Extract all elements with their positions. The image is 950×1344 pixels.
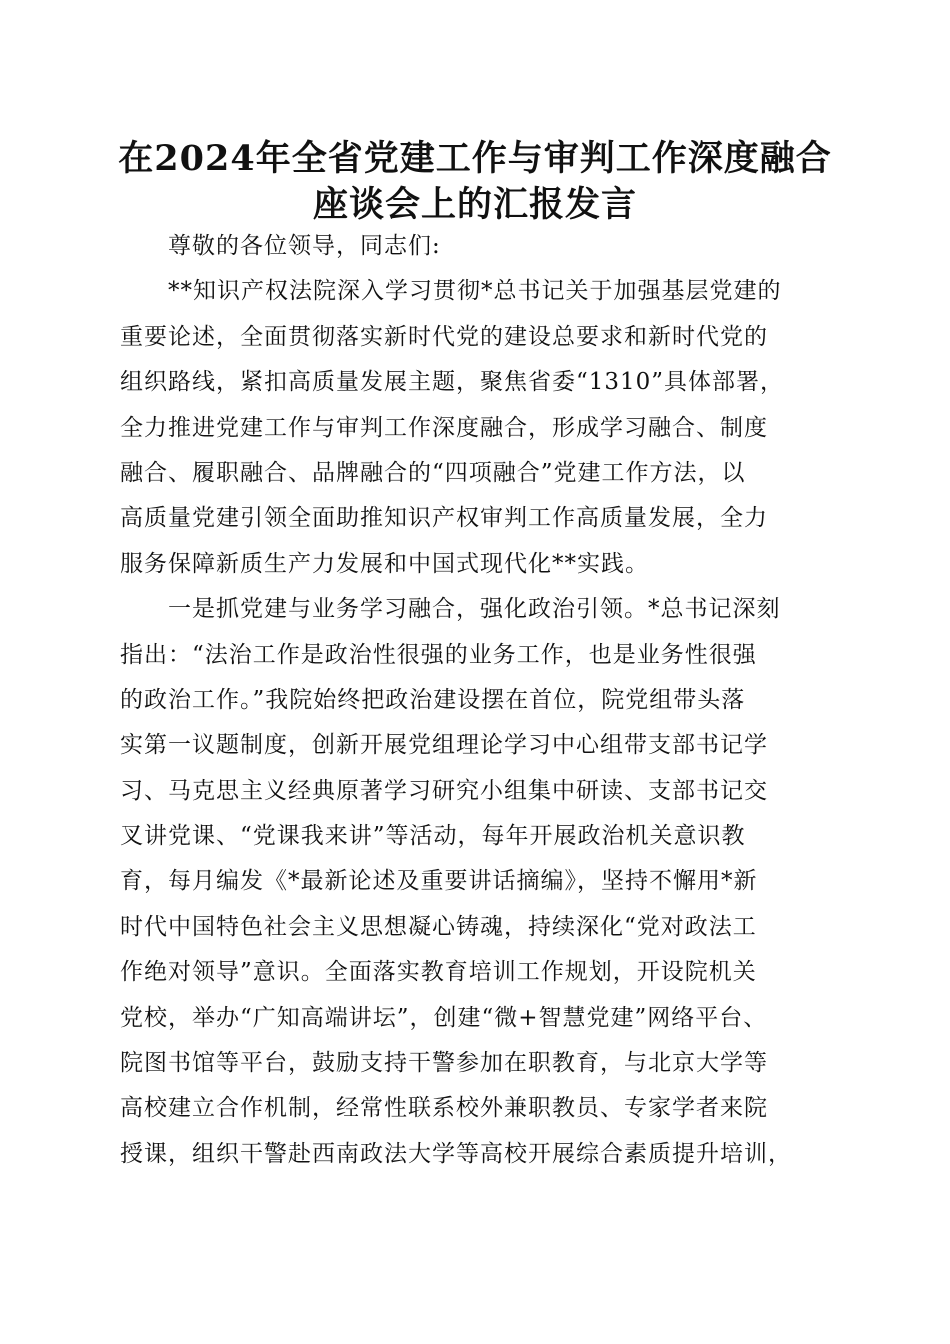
title-line-1: 在2024年全省党建工作与审判工作深度融合 (118, 138, 832, 179)
title-line-2: 座谈会上的汇报发言 (312, 184, 637, 225)
paragraph-line: 服务保障新质生产力发展和中国式现代化**实践。 (120, 550, 649, 577)
paragraph-line: 高校建立合作机制，经常性联系校外兼职教员、专家学者来院 (120, 1095, 768, 1122)
paragraph-line: 融合、履职融合、品牌融合的“四项融合”党建工作方法，以 (120, 459, 746, 486)
paragraph-line: 党校，举办“广知高端讲坛”，创建“微+智慧党建”网络平台、 (120, 1004, 768, 1031)
paragraph-line: 习、马克思主义经典原著学习研究小组集中研读、支部书记交 (120, 777, 768, 804)
paragraph-line: 育，每月编发《*最新论述及重要讲话摘编》，坚持不懈用*新 (120, 868, 758, 895)
paragraph-line: 全力推进党建工作与审判工作深度融合，形成学习融合、制度 (120, 414, 768, 441)
paragraph-line: 叉讲党课、“党课我来讲”等活动，每年开展政治机关意识教 (120, 823, 746, 850)
paragraph-line: 的政治工作。”我院始终把政治建设摆在首位，院党组带头落 (120, 686, 746, 713)
document-title (80, 136, 870, 228)
paragraph-line: 组织路线，紧扣高质量发展主题，聚焦省委“1310”具体部署， (120, 369, 785, 396)
paragraph-line: 指出：“法治工作是政治性很强的业务工作，也是业务性很强 (120, 641, 757, 668)
paragraph-line: 院图书馆等平台，鼓励支持干警参加在职教育，与北京大学等 (120, 1050, 768, 1077)
paragraph-line: 实第一议题制度，创新开展党组理论学习中心组带支部书记学 (120, 732, 768, 759)
document-body (120, 224, 820, 1177)
salutation: 尊敬的各位领导，同志们: (168, 233, 441, 259)
paragraph-line: 一是抓党建与业务学习融合，强化政治引领。*总书记深刻 (168, 596, 781, 623)
paragraph-line: 作绝对领导”意识。全面落实教育培训工作规划，开设院机关 (120, 959, 757, 986)
paragraph-section-one (120, 587, 820, 1177)
paragraph-line: **知识产权法院深入学习贯彻*总书记关于加强基层党建的 (168, 278, 782, 305)
paragraph-line: 授课，组织干警赴西南政法大学等高校开展综合素质提升培训， (120, 1140, 792, 1167)
paragraph-line: 高质量党建引领全面助推知识产权审判工作高质量发展，全力 (120, 505, 768, 532)
paragraph-intro (120, 269, 820, 587)
paragraph-line: 重要论述，全面贯彻落实新时代党的建设总要求和新时代党的 (120, 323, 768, 350)
paragraph-line: 时代中国特色社会主义思想凝心铸魂，持续深化“党对政法工 (120, 913, 757, 940)
